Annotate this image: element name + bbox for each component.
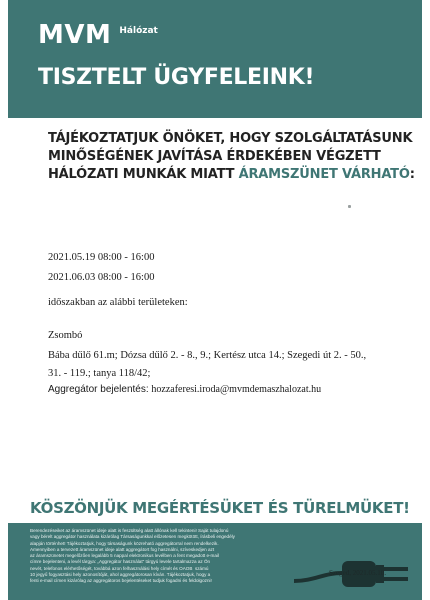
- notice-line-3: [48, 166, 415, 184]
- fine-print-line: fenti e-mail címen kizárólag az aggregátoros bejelentéseket tudjuk fogadni és feldolgozni!: [30, 578, 212, 584]
- aggregator-notice: [48, 384, 321, 395]
- footer-band: [8, 523, 422, 600]
- header-band: [8, 0, 422, 118]
- fine-print: [30, 528, 302, 585]
- fine-print-line: alapján történhet! Tájékoztatjuk, hogy társaságunk közreható aggregátorral nem rendelkezik.: [30, 540, 219, 546]
- document-date: Szeged, 2021.05.10.: [329, 569, 386, 577]
- affected-streets: [48, 347, 388, 383]
- fine-print-line: címre bejelenteni, a levél tárgya: „Aggregátor használat" tárgyú levele tartalmazza az Ön: [30, 559, 211, 565]
- notice-line-2: MINŐSÉGÉNEK JAVÍTÁSA ÉRDEKÉBEN VÉGZETT: [48, 149, 381, 164]
- fine-print-line: az áramszünetet megelőzően legalább 5 nappal elektronikus levélben a fent megadott e-mail: [30, 553, 219, 559]
- period-text: időszakban az alábbi területeken:: [48, 297, 188, 308]
- outage-notice: [48, 130, 415, 184]
- fine-print-line: 10 jegyű fogyasztási hely azonosítóját, ahol aggregátorosan kíván. Tájékoztatjuk, hogy a: [30, 572, 211, 578]
- aggregator-label: Aggregátor bejelentés:: [48, 384, 152, 395]
- notice-line-3-suffix: :: [409, 167, 415, 182]
- fine-print-line: Berendezéseiket az áramszünet ideje alatt is feszültség alatt állónak kell tekinteni! Saját tulajdonú: [30, 528, 229, 533]
- town-name: Zsombó: [48, 330, 83, 341]
- notice-line-3-prefix: HÁLÓZATI MUNKÁK MIATT: [48, 167, 239, 182]
- outage-highlight: ÁRAMSZÜNET VÁRHATÓ: [238, 167, 410, 182]
- fine-print-line: nevét, telefonos elérhetőségét, továbbá azon felhasználási hely címét és OAOB számú: [30, 565, 209, 571]
- outage-dates: [48, 248, 154, 288]
- logo-text: MVM: [38, 20, 112, 50]
- fine-print-line: Amennyiben a tervezett áramszünet ideje alatt aggregátort fog használni, szíveskedjen azt: [30, 546, 215, 552]
- scan-speck: [348, 205, 351, 208]
- logo-subtitle: Hálózat: [119, 25, 158, 36]
- streets-line-2: 31. - 119.; tanya 118/42;: [48, 368, 151, 379]
- aggregator-email[interactable]: hozzaferesi.iroda@mvmdemaszhalozat.hu: [151, 384, 322, 395]
- notice-line-1: TÁJÉKOZTATJUK ÖNÖKET, HOGY SZOLGÁLTATÁSUNK: [48, 131, 413, 146]
- thanks-heading: KÖSZÖNJÜK MEGÉRTÉSÜKET ÉS TÜRELMÜKET!: [30, 499, 410, 517]
- outage-date-2: 2021.06.03 08:00 - 16:00: [48, 272, 155, 283]
- outage-date-1: 2021.05.19 08:00 - 16:00: [48, 252, 155, 263]
- streets-line-1: Bába dűlő 61.m; Dózsa dűlő 2. - 8., 9.; Kertész utca 14.; Szegedi út 2. - 50.,: [48, 350, 367, 361]
- brand-logo: [38, 22, 158, 48]
- fine-print-line: vagy bérelt aggregátor használata kizárólag Társaságunkkal előzetesen megkötött, írásbeli engedély: [30, 534, 235, 540]
- page-title: TISZTELT ÜGYFELEINK!: [38, 65, 315, 90]
